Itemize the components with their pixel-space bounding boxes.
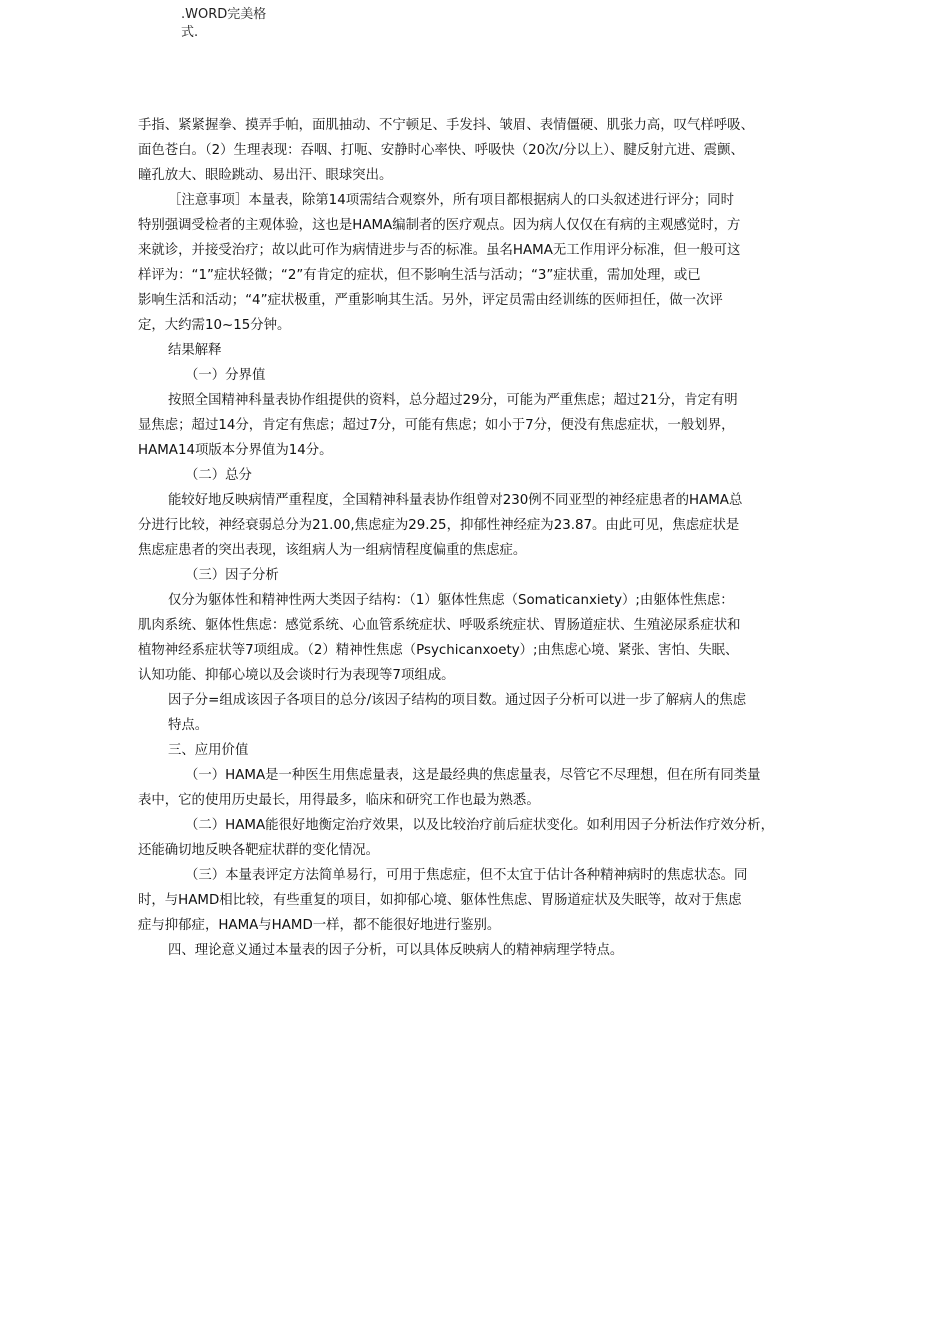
text-line (138, 563, 828, 588)
text-line (138, 538, 828, 563)
text-line (138, 688, 828, 713)
text-line-content: 症与抑郁症，HAMA与HAMD一样，都不能很好地进行鉴别。 (138, 918, 501, 933)
text-line (138, 788, 828, 813)
text-line-content: ［注意事项］本量表，除第14项需结合观察外，所有项目都根据病人的口头叙述进行评分；同时 (168, 193, 735, 208)
text-line (138, 738, 828, 763)
text-line-content: 三、应用价值 (168, 743, 249, 758)
text-line-content: 瞳孔放大、眼睑跳动、易出汗、眼球突出。 (138, 168, 393, 183)
text-line (138, 663, 828, 688)
text-line-content: 定，大约需10~15分钟。 (138, 318, 291, 333)
page-header (181, 6, 281, 42)
text-line (138, 163, 828, 188)
text-line (138, 713, 828, 738)
text-line-content: 肌肉系统、躯体性焦虑：感觉系统、心血管系统症状、呼吸系统症状、胃肠道症状、生殖泌尿系症状和 (138, 618, 741, 633)
text-line (138, 113, 828, 138)
text-line (138, 863, 828, 888)
text-line (138, 588, 828, 613)
text-line (138, 913, 828, 938)
text-line (138, 238, 828, 263)
text-line (138, 613, 828, 638)
text-line (138, 938, 828, 963)
text-line-content: （二）HAMA能很好地衡定治疗效果，以及比较治疗前后症状变化。如利用因子分析法作疗效分析， (185, 818, 774, 833)
header-line-2: 式. (181, 25, 199, 40)
text-line-content: 特点。 (168, 718, 209, 733)
text-line (138, 488, 828, 513)
text-line-content: 能较好地反映病情严重程度，全国精神科量表协作组曾对230例不同亚型的神经症患者的HAMA总 (168, 493, 743, 508)
text-line (138, 888, 828, 913)
header-line-1: .WORD完美格 (181, 7, 267, 22)
text-line-content: 手指、紧紧握拳、摸弄手帕，面肌抽动、不宁顿足、手发抖、皱眉、表情僵硬、肌张力高，叹气样呼吸、 (138, 118, 754, 133)
text-line-content: 焦虑症患者的突出表现，该组病人为一组病情程度偏重的焦虑症。 (138, 543, 527, 558)
text-line (138, 638, 828, 663)
text-line (138, 813, 828, 838)
text-line (138, 763, 828, 788)
text-line-content: （一）分界值 (185, 368, 266, 383)
text-line-content: （二）总分 (185, 468, 252, 483)
text-line (138, 263, 828, 288)
text-line (138, 838, 828, 863)
text-line-content: 样评为：“1”症状轻微；“2”有肯定的症状，但不影响生活与活动；“3”症状重，需加处理，或已 (138, 268, 701, 283)
text-line (138, 213, 828, 238)
text-line (138, 313, 828, 338)
text-line (138, 388, 828, 413)
text-line-content: 因子分=组成该因子各项目的总分/该因子结构的项目数。通过因子分析可以进一步了解病人的焦虑 (168, 693, 747, 708)
text-line (138, 363, 828, 388)
text-line-content: 分进行比较，神经衰弱总分为21.00,焦虑症为29.25，抑郁性神经症为23.87。由此可见，焦虑症状是 (138, 518, 740, 533)
text-line-content: 显焦虑；超过14分，肯定有焦虑；超过7分，可能有焦虑；如小于7分，便没有焦虑症状，一般划界， (138, 418, 735, 433)
text-line (138, 188, 828, 213)
text-line-content: 结果解释 (168, 343, 222, 358)
text-line-content: （一）HAMA是一种医生用焦虑量表，这是最经典的焦虑量表，尽管它不尽理想，但在所有同类量 (185, 768, 761, 783)
text-line-content: 来就诊，并接受治疗；故以此可作为病情进步与否的标准。虽名HAMA无工作用评分标准，但一般可这 (138, 243, 741, 258)
text-line-content: （三）本量表评定方法简单易行，可用于焦虑症，但不太宜于估计各种精神病时的焦虑状态。同 (185, 868, 748, 883)
text-line-content: 特别强调受检者的主观体验，这也是HAMA编制者的医疗观点。因为病人仅仅在有病的主观感觉时，方 (138, 218, 741, 233)
text-line-content: 还能确切地反映各靶症状群的变化情况。 (138, 843, 380, 858)
text-line-content: 认知功能、抑郁心境以及会谈时行为表现等7项组成。 (138, 668, 455, 683)
document-body (138, 113, 828, 963)
text-line-content: 植物神经系症状等7项组成。（2）精神性焦虑（Psychicanxoety）;由焦虑心境、紧张、害怕、失眠、 (138, 643, 739, 658)
text-line (138, 513, 828, 538)
text-line-content: 时，与HAMD相比较，有些重复的项目，如抑郁心境、躯体性焦虑、胃肠道症状及失眠等，故对于焦虑 (138, 893, 742, 908)
text-line-content: 四、理论意义通过本量表的因子分析，可以具体反映病人的精神病理学特点。 (168, 943, 624, 958)
text-line (138, 138, 828, 163)
text-line-content: （三）因子分析 (185, 568, 279, 583)
text-line-content: HAMA14项版本分界值为14分。 (138, 443, 333, 458)
text-line (138, 338, 828, 363)
text-line-content: 表中，它的使用历史最长，用得最多，临床和研究工作也最为熟悉。 (138, 793, 540, 808)
text-line (138, 463, 828, 488)
text-line (138, 413, 828, 438)
text-line-content: 影响生活和活动；“4”症状极重，严重影响其生活。另外，评定员需由经训练的医师担任，做一次评 (138, 293, 723, 308)
text-line (138, 288, 828, 313)
text-line-content: 按照全国精神科量表协作组提供的资料，总分超过29分，可能为严重焦虑；超过21分，肯定有明 (168, 393, 738, 408)
text-line-content: 仅分为躯体性和精神性两大类因子结构：（1）躯体性焦虑（Somaticanxiety）;由躯体性焦虑： (168, 593, 734, 608)
text-line-content: 面色苍白。（2）生理表现：吞咽、打呃、安静时心率快、呼吸快（20次/分以上）、腱反射亢进、震颤、 (138, 143, 744, 158)
text-line (138, 438, 828, 463)
